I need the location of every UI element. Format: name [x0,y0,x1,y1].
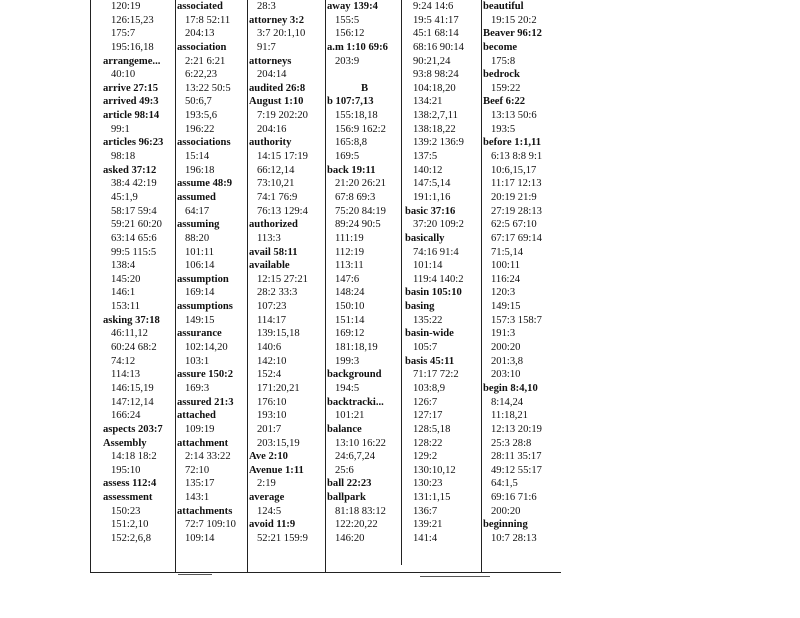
index-entry: authority [249,137,292,149]
index-entry: aspects 203:7 [103,423,163,435]
index-reference: 17:8 52:11 [185,14,231,26]
index-entry: balance [327,423,362,435]
index-reference: 159:22 [491,82,521,94]
column-divider [175,0,176,572]
index-reference: 103:1 [185,355,210,367]
index-reference: 25:6 [335,464,354,476]
index-reference: 127:17 [413,410,443,422]
index-entry: Avenue 1:11 [249,464,304,476]
index-reference: 201:3,8 [491,355,524,367]
index-reference: 146:1 [111,287,136,299]
index-reference: 169:5 [335,151,360,163]
column-divider [401,0,402,565]
index-reference: 128:22 [413,437,443,449]
index-reference: 141:4 [413,532,438,544]
index-reference: 13:13 50:6 [491,110,537,122]
index-entry: Assembly [103,437,147,449]
index-entry: asking 37:18 [103,314,160,326]
index-column-2 [177,0,247,572]
index-entry: basin 105:10 [405,287,462,299]
index-reference: 149:15 [491,301,521,313]
index-reference: 10:7 28:13 [491,532,537,544]
index-entry: assure 150:2 [177,369,234,381]
index-entry: basic 37:16 [405,205,456,217]
index-entry: away 139:4 [327,1,378,12]
index-reference: 71:17 72:2 [413,369,459,381]
index-entry: associations [177,137,231,149]
column-divider [325,0,326,572]
index-reference: 196:22 [185,123,215,135]
index-entry: basically [405,232,445,244]
index-reference: 146:15,19 [111,382,154,394]
index-reference: 14:15 17:19 [257,151,308,163]
index-reference: 203:9 [335,55,360,67]
index-reference: 175:7 [111,28,136,40]
index-reference: 101:21 [335,410,365,422]
index-entry: authorized [249,219,298,231]
index-reference: 171:20,21 [257,382,300,394]
index-reference: 148:24 [335,287,365,299]
index-entry: avail 58:11 [249,246,298,258]
index-reference: 196:18 [185,164,215,176]
index-reference: 9:24 14:6 [413,1,454,12]
index-reference: 113:11 [335,260,364,272]
index-reference: 139:21 [413,519,443,531]
index-reference: 101:14 [413,260,443,272]
index-reference: 109:14 [185,532,215,544]
index-entry: articles 96:23 [103,137,164,149]
index-reference: 46:11,12 [111,328,148,340]
index-entry: associated [177,1,223,12]
index-reference: 2:14 33:22 [185,451,231,463]
index-reference: 165:8,8 [335,137,368,149]
index-reference: 40:10 [111,69,136,81]
column-divider [247,0,248,572]
index-reference: 135:22 [413,314,443,326]
index-reference: 200:20 [491,342,521,354]
index-entry: attorney 3:2 [249,14,305,26]
index-reference: 128:5,18 [413,423,451,435]
index-reference: 199:3 [335,355,360,367]
index-reference: 88:20 [185,232,210,244]
index-reference: 142:10 [257,355,287,367]
index-reference: 119:4 140:2 [413,273,464,285]
index-reference: 24:6,7,24 [335,451,376,463]
index-reference: 37:20 109:2 [413,219,464,231]
index-reference: 66:12,14 [257,164,295,176]
index-entry: assessment [103,492,153,504]
index-reference: 50:6,7 [185,96,212,108]
index-entry: basin-wide [405,328,454,340]
index-reference: 28:3 [257,1,276,12]
index-entry: assurance [177,328,222,340]
index-reference: 8:14,24 [491,396,524,408]
index-reference: 193:10 [257,410,287,422]
index-reference: 71:5,14 [491,246,524,258]
index-entry: become [483,41,518,53]
index-reference: 126:15,23 [111,14,154,26]
index-reference: 25:3 28:8 [491,437,532,449]
index-column-6 [483,0,561,572]
index-reference: 10:6,15,17 [491,164,537,176]
index-reference: 135:17 [185,478,215,490]
index-reference: 73:10,21 [257,178,295,190]
index-reference: 98:18 [111,151,136,163]
index-reference: 138:2,7,11 [413,110,458,122]
index-reference: 49:12 55:17 [491,464,542,476]
index-reference: 191:3 [491,328,516,340]
column-divider [481,0,482,572]
index-reference: 181:18,19 [335,342,378,354]
index-reference: 45:1,9 [111,191,138,203]
index-entry: August 1:10 [249,96,304,108]
index-reference: 195:16,18 [111,41,154,53]
index-entry: Beaver 96:12 [483,28,542,40]
index-reference: 58:17 59:4 [111,205,157,217]
index-reference: 15:14 [185,151,210,163]
index-reference: 7:19 202:20 [257,110,308,122]
index-reference: 76:13 129:4 [257,205,308,217]
index-reference: 74:1 76:9 [257,191,298,203]
index-reference: 104:18,20 [413,82,456,94]
index-reference: 101:11 [185,246,215,258]
index-reference: 151:14 [335,314,365,326]
index-reference: 166:24 [111,410,141,422]
index-reference: 81:18 83:12 [335,505,386,517]
index-entry: arrangeme... [103,55,161,67]
index-reference: 134:21 [413,96,443,108]
index-entry: begin 8:4,10 [483,382,538,394]
index-entry: before 1:1,11 [483,137,542,149]
index-entry: beautiful [483,1,524,12]
index-reference: 169:3 [185,382,210,394]
index-reference: 169:12 [335,328,365,340]
index-reference: 6:22,23 [185,69,218,81]
index-reference: 14:18 18:2 [111,451,157,463]
index-reference: 204:14 [257,69,287,81]
index-reference: 157:3 158:7 [491,314,542,326]
index-reference: 155:5 [335,14,360,26]
index-reference: 63:14 65:6 [111,232,157,244]
index-reference: 19:15 20:2 [491,14,537,26]
index-reference: 67:17 69:14 [491,232,542,244]
index-entry: assess 112:4 [103,478,157,490]
index-reference: 122:20,22 [335,519,378,531]
index-reference: 106:14 [185,260,215,272]
index-reference: 62:5 67:10 [491,219,537,231]
index-reference: 120:3 [491,287,516,299]
index-entry: backtracki... [327,396,384,408]
index-reference: 150:23 [111,505,141,517]
index-entry: attorneys [249,55,292,67]
index-entry: asked 37:12 [103,164,157,176]
index-reference: 6:13 8:8 9:1 [491,151,543,163]
index-column-4 [327,0,399,572]
index-entry: audited 26:8 [249,82,306,94]
index-reference: 147:12,14 [111,396,154,408]
index-reference: 99:5 115:5 [111,246,157,258]
index-entry: average [249,492,285,504]
index-reference: 109:19 [185,423,215,435]
index-reference: 13:10 16:22 [335,437,386,449]
index-reference: 13:22 50:5 [185,82,231,94]
index-reference: 203:15,19 [257,437,300,449]
index-reference: 100:11 [491,260,521,272]
index-entry: article 98:14 [103,110,160,122]
index-reference: 91:7 [257,41,276,53]
index-column-1 [103,0,175,572]
index-entry: ball 22:23 [327,478,372,490]
index-reference: 89:24 90:5 [335,219,381,231]
index-page [90,0,561,573]
index-reference: 64:1,5 [491,478,518,490]
index-reference: 156:12 [335,28,365,40]
index-reference: 21:20 26:21 [335,178,386,190]
index-reference: 126:7 [413,396,438,408]
index-reference: 52:21 159:9 [257,532,308,544]
index-entry: bedrock [483,69,520,81]
index-entry: available [249,260,290,272]
index-reference: 19:5 41:17 [413,14,459,26]
index-reference: 12:15 27:21 [257,273,308,285]
index-reference: 11:17 12:13 [491,178,542,190]
index-entry: attachments [177,505,233,517]
index-reference: 169:14 [185,287,215,299]
index-reference: 150:10 [335,301,365,313]
index-reference: 204:13 [185,28,215,40]
index-entry: attachment [177,437,229,449]
index-reference: 130:23 [413,478,443,490]
index-reference: 114:13 [111,369,141,381]
index-reference: 194:5 [335,382,360,394]
index-reference: 72:7 109:10 [185,519,236,531]
index-reference: 75:20 84:19 [335,205,386,217]
index-reference: 60:24 68:2 [111,342,157,354]
index-entry: assured 21:3 [177,396,234,408]
index-reference: 139:15,18 [257,328,300,340]
index-entry: assumptions [177,301,233,313]
index-reference: 27:19 28:13 [491,205,542,217]
index-entry: attached [177,410,216,422]
index-reference: 146:20 [335,532,365,544]
index-reference: 147:5,14 [413,178,451,190]
index-entry: assumption [177,273,229,285]
index-reference: 176:10 [257,396,287,408]
index-reference: 195:10 [111,464,141,476]
index-reference: 74:12 [111,355,136,367]
index-entry: back 19:11 [327,164,376,176]
index-reference: 99:1 [111,123,130,135]
index-reference: 12:13 20:19 [491,423,542,435]
index-reference: 93:8 98:24 [413,69,459,81]
index-reference: 20:19 21:9 [491,191,537,203]
index-reference: 203:10 [491,369,521,381]
index-reference: 143:1 [185,492,210,504]
index-reference: 112:19 [335,246,365,258]
index-entry: avoid 11:9 [249,519,296,531]
index-reference: 107:23 [257,301,287,313]
index-reference: 59:21 60:20 [111,219,162,231]
index-reference: 200:20 [491,505,521,517]
index-reference: 204:16 [257,123,287,135]
index-reference: 28:11 35:17 [491,451,542,463]
index-entry: beginning [483,519,528,531]
scan-artifact [420,576,490,577]
index-reference: 149:15 [185,314,215,326]
index-reference: 67:8 69:3 [335,191,376,203]
index-reference: 68:16 90:14 [413,41,464,53]
index-entry: a.m 1:10 69:6 [327,41,388,53]
index-reference: 3:7 20:1,10 [257,28,306,40]
index-reference [327,68,399,82]
index-reference: 111:19 [335,232,364,244]
index-entry: Beef 6:22 [483,96,526,108]
index-reference: 38:4 42:19 [111,178,157,190]
index-reference: 193:5,6 [185,110,218,122]
section-letter: B [361,82,369,94]
index-reference: 152:2,6,8 [111,532,152,544]
index-entry: association [177,41,227,53]
index-column-3 [249,0,325,572]
index-reference: 130:10,12 [413,464,456,476]
index-reference: 131:1,15 [413,492,451,504]
index-entry: assumed [177,191,216,203]
index-reference: 138:4 [111,260,136,272]
index-reference: 193:5 [491,123,516,135]
index-reference: 137:5 [413,151,438,163]
index-reference: 151:2,10 [111,519,149,531]
index-entry: ballpark [327,492,366,504]
index-reference: 145:20 [111,273,141,285]
index-reference: 116:24 [491,273,521,285]
index-reference: 90:21,24 [413,55,451,67]
index-entry: b 107:7,13 [327,96,374,108]
index-column-5 [405,0,481,572]
index-reference: 175:8 [491,55,516,67]
index-reference: 147:6 [335,273,360,285]
index-reference: 120:19 [111,1,141,12]
scan-artifact [178,574,212,575]
index-reference: 153:11 [111,301,141,313]
index-reference: 103:8,9 [413,382,446,394]
index-reference: 113:3 [257,232,281,244]
index-entry: assume 48:9 [177,178,233,190]
index-entry: arrived 49:3 [103,96,159,108]
index-entry: arrive 27:15 [103,82,159,94]
index-reference: 124:5 [257,505,282,517]
index-reference: 2:21 6:21 [185,55,226,67]
index-reference: 140:6 [257,342,282,354]
index-reference: 28:2 33:3 [257,287,298,299]
index-reference: 114:17 [257,314,287,326]
index-reference: 191:1,16 [413,191,451,203]
index-entry: Ave 2:10 [249,451,288,463]
index-reference: 140:12 [413,164,443,176]
index-reference: 201:7 [257,423,282,435]
index-reference: 152:4 [257,369,282,381]
index-reference: 136:7 [413,505,438,517]
index-reference: 72:10 [185,464,210,476]
index-reference: 45:1 68:14 [413,28,459,40]
index-reference: 64:17 [185,205,210,217]
index-reference: 105:7 [413,342,438,354]
index-entry: background [327,369,382,381]
index-entry: assuming [177,219,220,231]
index-reference: 156:9 162:2 [335,123,386,135]
index-entry: basis 45:11 [405,355,455,367]
index-reference: 74:16 91:4 [413,246,459,258]
index-reference: 139:2 136:9 [413,137,464,149]
index-reference: 11:18,21 [491,410,528,422]
index-entry: basing [405,301,435,313]
index-reference: 2:19 [257,478,276,490]
index-reference: 102:14,20 [185,342,228,354]
index-reference: 69:16 71:6 [491,492,537,504]
index-reference: 155:18,18 [335,110,378,122]
index-reference: 138:18,22 [413,123,456,135]
index-reference: 129:2 [413,451,438,463]
